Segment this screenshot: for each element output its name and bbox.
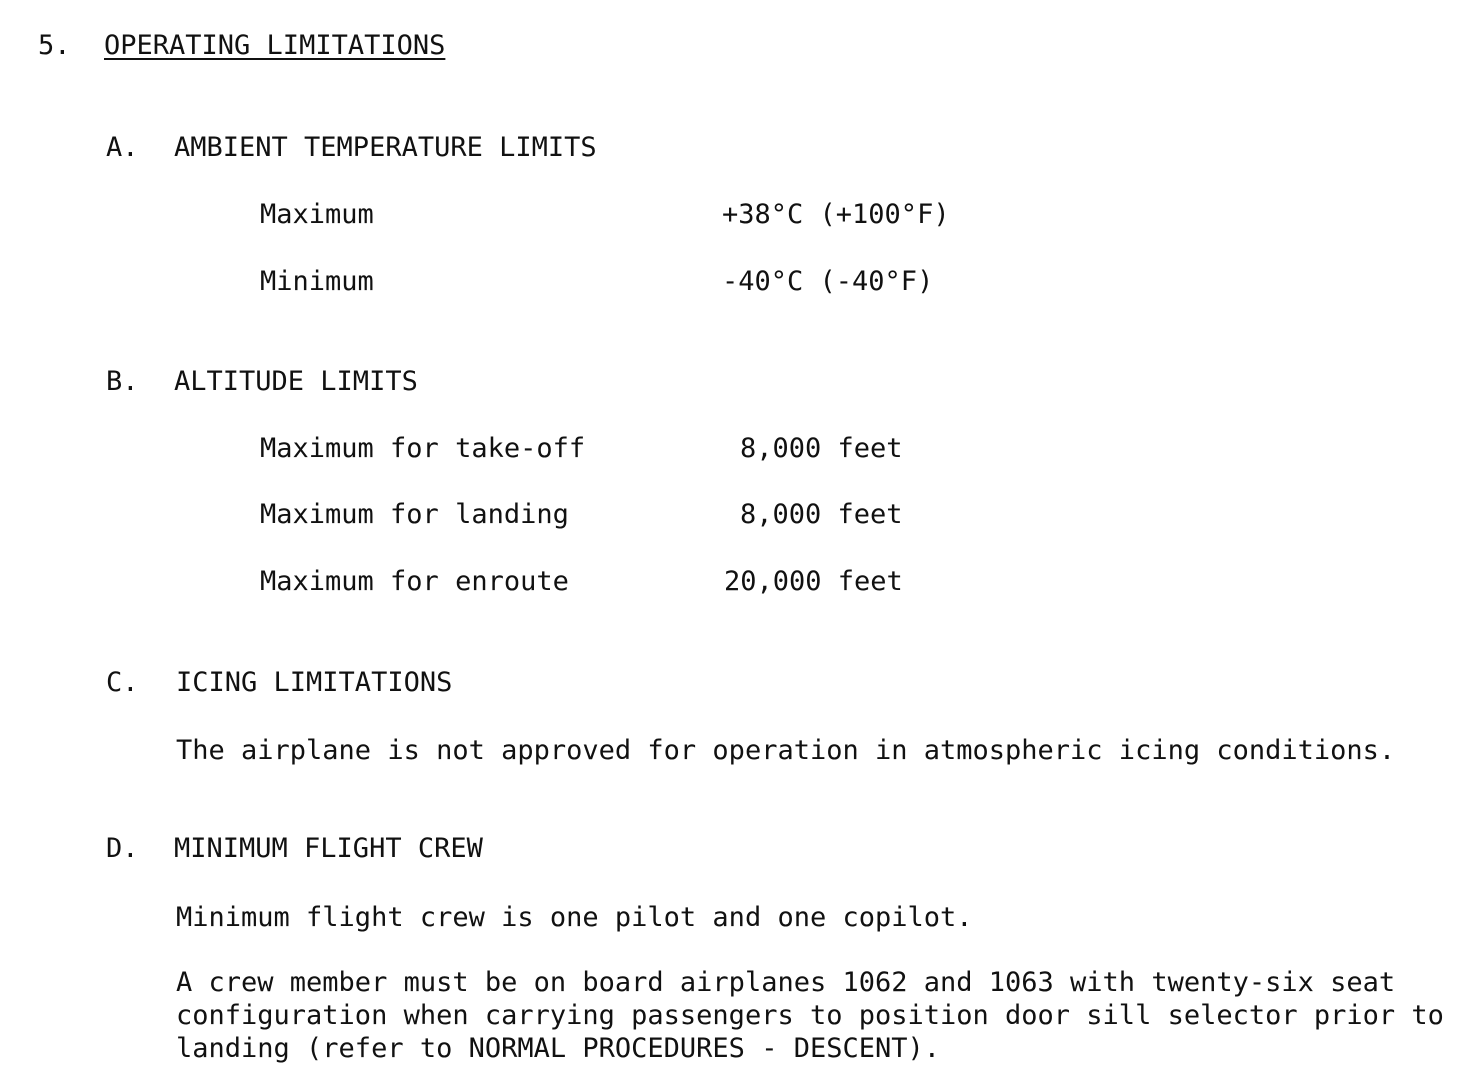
temp-max-value: +38°C (+100°F) (722, 199, 950, 230)
crew-paragraph-2: A crew member must be on board airplanes 1062 and 1063 with twenty-six seat configuration when carrying passengers to position door sill selector prior to landing (refer to NORMAL PROCEDURES - DESCENT). (176, 967, 1444, 1064)
subsection-b-heading: ALTITUDE LIMITS (174, 366, 418, 397)
alt-landing-label: Maximum for landing (260, 499, 569, 530)
crew-paragraph-1: Minimum flight crew is one pilot and one copilot. (176, 902, 973, 933)
subsection-c-heading: ICING LIMITATIONS (176, 667, 453, 698)
icing-paragraph: The airplane is not approved for operation in atmospheric icing conditions. (176, 735, 1396, 766)
section-title: OPERATING LIMITATIONS (104, 30, 446, 61)
temp-min-value: -40°C (-40°F) (722, 266, 934, 297)
alt-enroute-label: Maximum for enroute (260, 566, 569, 597)
alt-landing-value: 8,000 feet (740, 499, 903, 530)
alt-takeoff-value: 8,000 feet (740, 433, 903, 464)
subsection-a-heading: AMBIENT TEMPERATURE LIMITS (174, 132, 597, 163)
subsection-d-letter: D. (106, 833, 139, 864)
subsection-c-letter: C. (106, 667, 139, 698)
section-number: 5. (38, 30, 71, 61)
subsection-b-letter: B. (106, 366, 139, 397)
alt-takeoff-label: Maximum for take-off (260, 433, 586, 464)
temp-max-label: Maximum (260, 199, 374, 230)
subsection-d-heading: MINIMUM FLIGHT CREW (174, 833, 483, 864)
temp-min-label: Minimum (260, 266, 374, 297)
subsection-a-letter: A. (106, 132, 139, 163)
alt-enroute-value: 20,000 feet (724, 566, 903, 597)
